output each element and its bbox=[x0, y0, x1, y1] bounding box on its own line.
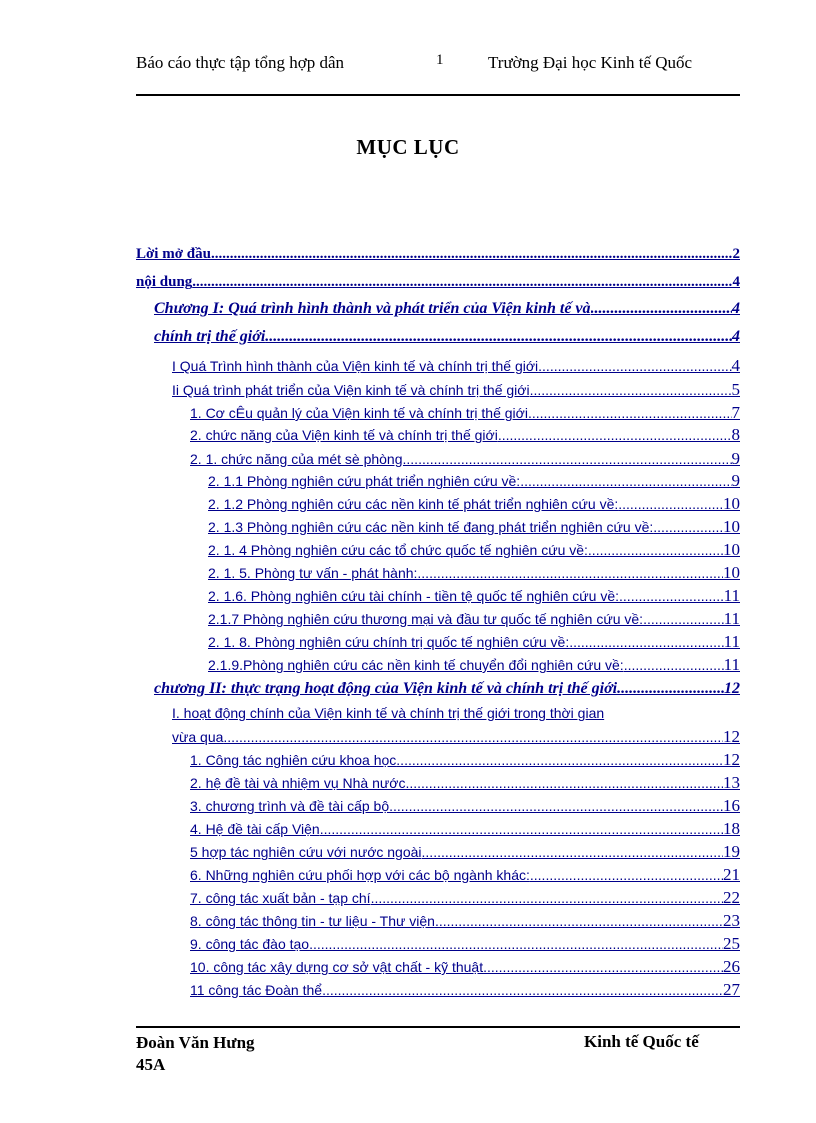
toc-entry[interactable] bbox=[190, 842, 740, 862]
toc-entry-label: chương II: thực trạng hoạt động của Viện kinh tế và chính trị thế giới. bbox=[154, 680, 622, 697]
toc-entry-label: 2. 1. chức năng của mét sè phòng bbox=[190, 451, 403, 467]
toc-entry-page: 8 bbox=[731, 425, 740, 444]
toc-leader-dots bbox=[223, 729, 723, 745]
toc-entry-page: 4 bbox=[732, 300, 740, 317]
footer-rule bbox=[136, 1026, 740, 1028]
toc-entry-page: 12 bbox=[723, 727, 740, 746]
toc-entry-page: 22 bbox=[723, 888, 740, 907]
toc-entry-label: 9. công tác đào tạo bbox=[190, 936, 310, 952]
toc-entry[interactable] bbox=[208, 563, 740, 583]
toc-leader-dots bbox=[618, 496, 723, 512]
toc-leader-dots bbox=[653, 519, 723, 535]
toc-entry-label: 8. công tác thông tin - tư liệu - Thư viện bbox=[190, 913, 435, 929]
toc-entry-page: 2 bbox=[732, 246, 740, 262]
toc-entry[interactable] bbox=[208, 632, 740, 652]
page-title: MỤC LỤC bbox=[356, 135, 460, 159]
toc-entry-label: 11 công tác Đoàn thể bbox=[190, 982, 323, 998]
toc-leader-dots bbox=[322, 982, 723, 998]
toc-entry-label: 2. chức năng của Viện kinh tế và chính trị thế giới bbox=[190, 427, 498, 443]
toc-wrapped-line[interactable]: I. hoạt động chính của Viện kinh tế và chính trị thế giới trong thời gian bbox=[172, 705, 605, 721]
toc-entry-label: I Quá Trình hình thành của Viện kinh tế và chính trị thế giới bbox=[172, 358, 539, 374]
toc-entry-label: 2.1.9.Phòng nghiên cứu các nền kinh tế chuyển đổi nghiên cứu về: bbox=[208, 657, 624, 673]
toc-entry[interactable] bbox=[154, 328, 740, 346]
toc-entry[interactable] bbox=[190, 957, 740, 977]
toc-entry-label: 3. chương trình và đề tài cấp bộ bbox=[190, 798, 390, 814]
toc-entry-label: 2.1.7 Phòng nghiên cứu thương mại và đầu tư quốc tế nghiên cứu về: bbox=[208, 611, 644, 627]
toc-entry[interactable] bbox=[154, 680, 740, 698]
toc-leader-dots bbox=[309, 936, 723, 952]
toc-entry-label: 1. Công tác nghiên cứu khoa học bbox=[190, 752, 397, 768]
toc-entry-page: 18 bbox=[723, 819, 740, 838]
toc-entry[interactable] bbox=[208, 609, 740, 629]
toc-entry-label: 2. 1.3 Phòng nghiên cứu các nền kinh tế đang phát triển nghiên cứu về: bbox=[208, 519, 654, 535]
toc-leader-dots bbox=[396, 752, 723, 768]
toc-entry[interactable] bbox=[190, 449, 740, 469]
toc-entry-page: 12 bbox=[724, 680, 740, 697]
header-report-title: Báo cáo thực tập tổng hợp dân bbox=[136, 53, 344, 72]
toc-entry-page: 26 bbox=[723, 957, 740, 976]
toc-leader-dots bbox=[192, 274, 732, 291]
toc-leader-dots bbox=[588, 542, 723, 558]
toc-leader-dots bbox=[211, 246, 733, 263]
toc-entry-page: 13 bbox=[723, 773, 740, 792]
toc-leader-dots bbox=[417, 565, 723, 581]
toc-entry[interactable] bbox=[190, 865, 740, 885]
footer-author-name: Đoàn Văn Hưng bbox=[136, 1033, 255, 1052]
toc-entry-label: 2. 1. 4 Phòng nghiên cứu các tổ chức quốc tế nghiên cứu về: bbox=[208, 542, 588, 558]
toc-entry-label: 5 hợp tác nghiên cứu với nước ngoài bbox=[190, 844, 422, 860]
toc-entry[interactable] bbox=[190, 425, 740, 445]
toc-entry-label: Lời mở đầu bbox=[136, 246, 211, 262]
toc-entry[interactable] bbox=[190, 819, 740, 839]
toc-entry[interactable] bbox=[208, 586, 740, 606]
toc-entry-page: 12 bbox=[723, 750, 740, 769]
toc-leader-dots bbox=[403, 451, 732, 467]
toc-leader-dots bbox=[624, 657, 724, 673]
toc-leader-dots bbox=[530, 382, 732, 398]
toc-entry-page: 25 bbox=[723, 934, 740, 953]
toc-entry[interactable] bbox=[172, 727, 740, 747]
toc-leader-dots bbox=[389, 798, 723, 814]
toc-leader-dots bbox=[483, 959, 723, 975]
toc-entry-label: 2. 1. 8. Phòng nghiên cứu chính trị quốc tế nghiên cứu về: bbox=[208, 634, 570, 650]
toc-entry-page: 7 bbox=[731, 403, 740, 422]
footer-author-class: 45A bbox=[136, 1055, 166, 1074]
toc-leader-dots bbox=[619, 588, 724, 604]
toc-entry-page: 19 bbox=[723, 842, 740, 861]
toc-leader-dots bbox=[265, 328, 732, 346]
toc-leader-dots bbox=[569, 634, 723, 650]
toc-leader-dots bbox=[422, 844, 723, 860]
toc-entry-page: 27 bbox=[723, 980, 740, 999]
toc-entry-page: 4 bbox=[732, 328, 740, 345]
toc-entry[interactable] bbox=[208, 517, 740, 537]
header-rule bbox=[136, 94, 740, 96]
toc-entry-page: 9 bbox=[731, 449, 740, 468]
toc-leader-dots bbox=[528, 405, 732, 421]
header-page-number: 1 bbox=[436, 52, 444, 68]
toc-leader-dots bbox=[435, 913, 723, 929]
toc-entry-label: 1. Cơ cÊu quản lý của Viện kinh tế và chính trị thế giới bbox=[190, 405, 528, 421]
toc-entry-label: 6. Những nghiên cứu phối hợp với các bộ ngành khác: bbox=[190, 867, 530, 883]
toc-entry[interactable] bbox=[208, 540, 740, 560]
toc-entry[interactable] bbox=[190, 796, 740, 816]
toc-entry[interactable] bbox=[190, 980, 740, 1000]
toc-entry[interactable] bbox=[136, 246, 740, 263]
toc-entry-label: 2. 1. 5. Phòng tư vấn - phát hành: bbox=[208, 565, 418, 581]
toc-leader-dots bbox=[371, 890, 723, 906]
toc-entry-label: nội dung bbox=[136, 274, 193, 290]
toc-entry[interactable] bbox=[136, 274, 740, 291]
toc-entry-label: 7. công tác xuất bản - tạp chí bbox=[190, 890, 371, 906]
toc-entry-page: 10 bbox=[723, 540, 740, 559]
toc-entry-label: 10. công tác xây dựng cơ sở vật chất - kỹ thuật bbox=[190, 959, 484, 975]
toc-entry[interactable] bbox=[190, 750, 740, 770]
toc-leader-dots bbox=[498, 427, 732, 443]
toc-entry[interactable] bbox=[190, 888, 740, 908]
toc-leader-dots bbox=[643, 611, 724, 627]
footer-author bbox=[136, 1032, 255, 1076]
toc-entry-page: 11 bbox=[723, 609, 740, 628]
toc-entry[interactable] bbox=[190, 934, 740, 954]
toc-leader-dots bbox=[591, 300, 732, 318]
toc-entry-label: Ii Quá trình phát triển của Viện kinh tế và chính trị thế giới bbox=[172, 382, 530, 398]
toc-entry-page: 9 bbox=[731, 471, 740, 490]
toc-entry-page: 11 bbox=[723, 586, 740, 605]
toc-entry-page: 16 bbox=[723, 796, 740, 815]
toc-entry[interactable] bbox=[154, 300, 740, 318]
toc-leader-dots bbox=[538, 358, 731, 374]
toc-leader-dots bbox=[621, 680, 724, 698]
toc-entry-page: 10 bbox=[723, 494, 740, 513]
toc-leader-dots bbox=[520, 473, 731, 489]
footer-faculty: Kinh tế Quốc tế bbox=[584, 1032, 699, 1051]
toc-entry-label: chính trị thế giới bbox=[154, 328, 266, 345]
toc-entry[interactable] bbox=[208, 494, 740, 514]
toc-entry[interactable] bbox=[190, 403, 740, 423]
toc-entry-page: 11 bbox=[723, 632, 740, 651]
toc-entry-page: 4 bbox=[732, 274, 740, 290]
toc-entry-label: Chương I: Quá trình hình thành và phát triển của Viện kinh tế và bbox=[154, 300, 591, 317]
toc-leader-dots bbox=[405, 775, 723, 791]
toc-entry-label: vừa qua bbox=[172, 729, 224, 745]
toc-entry-page: 11 bbox=[723, 655, 740, 674]
toc-leader-dots bbox=[530, 867, 723, 883]
toc-entry-page: 4 bbox=[731, 356, 740, 375]
toc-entry-label: 2. hệ đề tài và nhiệm vụ Nhà nước bbox=[190, 775, 406, 791]
toc-entry-page: 23 bbox=[723, 911, 740, 930]
toc-entry[interactable] bbox=[208, 471, 740, 491]
toc-entry-label: 2. 1.2 Phòng nghiên cứu các nền kinh tế phát triển nghiên cứu về: bbox=[208, 496, 619, 512]
toc-entry[interactable] bbox=[172, 380, 740, 400]
toc-entry-page: 5 bbox=[731, 380, 740, 399]
toc-entry[interactable] bbox=[172, 356, 740, 376]
toc-entry-page: 10 bbox=[723, 563, 740, 582]
toc-entry-page: 10 bbox=[723, 517, 740, 536]
toc-entry[interactable] bbox=[190, 911, 740, 931]
toc-entry-label: 2. 1.6. Phòng nghiên cứu tài chính - tiền tệ quốc tế nghiên cứu về: bbox=[208, 588, 620, 604]
toc-entry-label: 2. 1.1 Phòng nghiên cứu phát triển nghiên cứu về: bbox=[208, 473, 521, 489]
toc-entry[interactable] bbox=[208, 655, 740, 675]
toc-entry[interactable] bbox=[190, 773, 740, 793]
toc-entry-label: 4. Hệ đề tài cấp Viện bbox=[190, 821, 320, 837]
toc-entry-page: 21 bbox=[723, 865, 740, 884]
toc-leader-dots bbox=[320, 821, 723, 837]
header-university: Trường Đại học Kinh tế Quốc bbox=[488, 53, 693, 72]
